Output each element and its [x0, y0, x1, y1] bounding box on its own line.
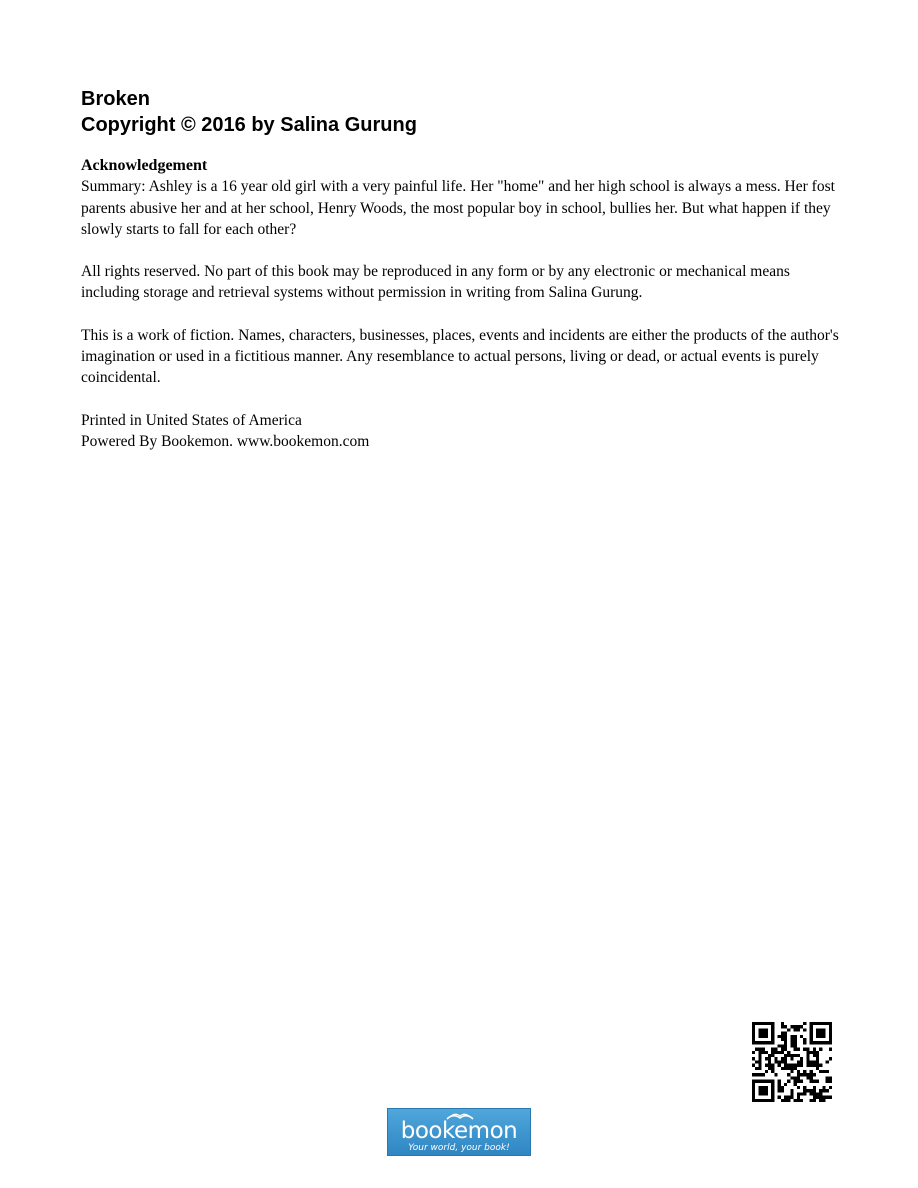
bookemon-logo [387, 1108, 531, 1156]
qr-code-icon [752, 1022, 832, 1102]
page-header [81, 86, 417, 138]
logo-tagline: Your world, your book! [408, 1143, 510, 1153]
powered-by-line: Powered By Bookemon. www.bookemon.com [81, 432, 370, 450]
logo-wordmark: bookemon [400, 1118, 518, 1144]
printed-in-line: Printed in United States of America [81, 411, 302, 429]
book-title: Broken [81, 88, 150, 110]
rights-paragraph: All rights reserved. No part of this book may be reproduced in any form or by any electronic or mechanical means including storage and retrieval systems without permission in writing from Salina Gurung. [81, 263, 790, 302]
copyright-line: Copyright © 2016 by Salina Gurung [81, 114, 417, 136]
fiction-notice-paragraph: This is a work of fiction. Names, characters, businesses, places, events and incidents are either the products of the author's imagination or used in a fictitious manner. Any resemblance to actual persons, living or dead, or actual events is purely coincidental. [81, 326, 839, 387]
page-body [81, 155, 841, 452]
acknowledgement-heading: Acknowledgement [81, 157, 208, 174]
summary-paragraph: Summary: Ashley is a 16 year old girl with a very painful life. Her "home" and her high school is always a mess. Her fost parents abusive her and at her school, Henry Woods, the most popular boy in school, bullies her. But what happen if they slowly starts to fall for each other? [81, 178, 835, 238]
